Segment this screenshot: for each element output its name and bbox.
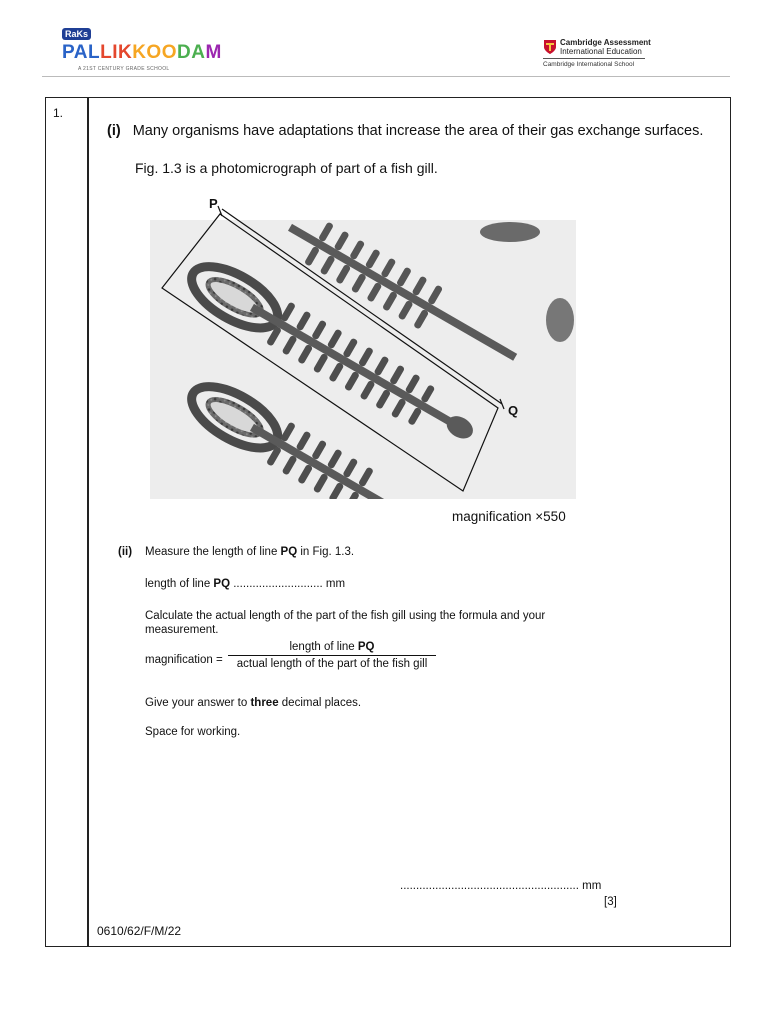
cambridge-line-2: International Education: [560, 47, 642, 56]
magnification-formula: [228, 641, 436, 670]
pq-length-answer-line: length of line PQ ............................ mm: [145, 578, 346, 590]
final-answer-line: ........................................................ mm: [400, 880, 602, 892]
decimal-instruction: Give your answer to three decimal places.: [145, 697, 362, 709]
cambridge-line-3: Cambridge International School: [543, 61, 635, 68]
figure-caption: Fig. 1.3 is a photomicrograph of part of a fish gill.: [135, 160, 438, 176]
label-p: P: [209, 196, 218, 211]
formula-numerator: length of line PQ: [289, 641, 375, 653]
part-i-label: (i): [107, 123, 121, 139]
number-column-divider: [87, 97, 89, 947]
formula-denominator: actual length of the part of the fish gill: [236, 658, 428, 670]
cambridge-shield-icon: [543, 39, 557, 55]
question-number: 1.: [53, 106, 64, 120]
marks: [3]: [604, 896, 617, 908]
cambridge-line-1: Cambridge Assessment: [560, 38, 651, 47]
label-q: Q: [508, 403, 519, 418]
pallikkoodam-logo: [62, 28, 222, 74]
cambridge-logo: [543, 38, 703, 72]
pq-measurement-overlay: [140, 196, 540, 496]
raks-badge: RaKs: [62, 28, 91, 40]
calculate-instruction: Calculate the actual length of the part of the fish gill using the formula and your measurement.: [145, 610, 546, 636]
measure-instruction: Measure the length of line PQ in Fig. 1.3.: [145, 546, 355, 558]
paper-code: 0610/62/F/M/22: [97, 924, 182, 938]
cambridge-divider: [543, 58, 645, 59]
school-tagline: A 21ST CENTURY GRADE SCHOOL: [78, 66, 170, 72]
header-rule: [42, 76, 730, 77]
part-i-text: (i) Many organisms have adaptations that increase the area of their gas exchange surfaces.: [107, 123, 704, 139]
magnification-label: magnification ×550: [452, 509, 566, 524]
working-space-label: Space for working.: [145, 726, 241, 738]
part-ii-label: (ii): [118, 546, 133, 558]
formula-label: magnification =: [145, 654, 223, 666]
school-name: PALLIKKOODAM: [62, 42, 222, 63]
